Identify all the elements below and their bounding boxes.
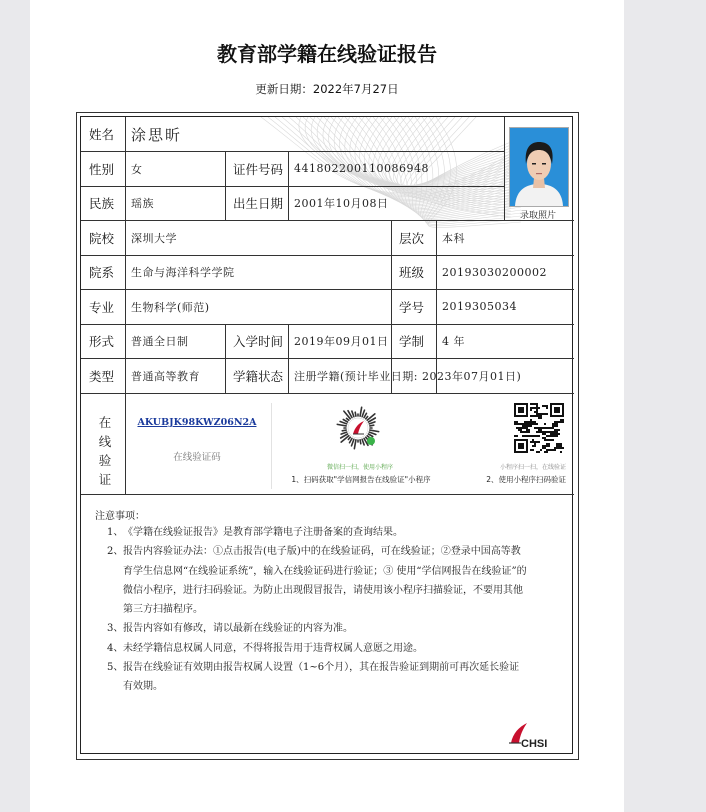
student-no-label: 学号 xyxy=(399,299,425,315)
qr-code-icon[interactable] xyxy=(514,403,564,453)
class-value: 20193030200002 xyxy=(442,265,547,279)
online-verify-label: 在线验证 xyxy=(98,415,112,487)
note-item: 1、 《学籍在线验证报告》是教育部学籍电子注册备案的查询结果。 xyxy=(107,527,403,538)
level-value: 本科 xyxy=(442,231,465,245)
note-item: 3、 报告内容如有修改，请以最新在线验证的内容为准。 xyxy=(107,623,353,635)
duration-label: 学制 xyxy=(399,334,425,349)
photo-caption: 录取照片 xyxy=(519,211,556,221)
ethnicity-value: 瑶族 xyxy=(131,197,154,210)
department-value: 生命与海洋科学学院 xyxy=(131,266,235,279)
report-page xyxy=(30,0,624,812)
name-label: 姓名 xyxy=(89,127,115,142)
note-item: 4、 未经学籍信息权属人同意，不得将报告用于违背权属人意愿之用途。 xyxy=(107,642,423,654)
report-title: 教育部学籍在线验证报告 xyxy=(217,42,437,66)
chsi-logo xyxy=(507,719,561,749)
update-date: 更新日期：2022年7月27日 xyxy=(255,82,399,96)
form-label: 形式 xyxy=(89,334,115,349)
ethnicity-label: 民族 xyxy=(89,196,115,211)
notes-title: 注意事项： xyxy=(95,511,145,522)
enroll-date-label: 入学时间 xyxy=(233,334,284,349)
note-item: 2、 报告内容验证办法：①点击报告(电子版)中的在线验证码，可在线验证；②登录中国高等教育学生信息网“在线验证系统”，输入在线验证码进行验证；③ 使用“学信网报告在线验证”的微信小程序，进行扫码验证。为防止出现假冒报告，请使用该小程序扫描验证，不要用其他第三方扫描程序。 xyxy=(107,546,527,616)
note-item: 5、 报告在线验证有效期由报告权属人设置（1~6个月），其在报告验证到期前可再次延长验证有效期。 xyxy=(107,662,520,693)
status-label: 学籍状态 xyxy=(233,368,284,384)
id-number-label: 证件号码 xyxy=(233,161,284,177)
birth-date-label: 出生日期 xyxy=(233,196,284,211)
birth-date-value: 2001年10月08日 xyxy=(294,197,389,210)
logo-text: CHSI xyxy=(521,738,548,749)
type-value: 普通高等教育 xyxy=(131,369,200,383)
portrait-image xyxy=(510,128,568,206)
mini-program-code-icon[interactable] xyxy=(333,403,383,453)
notes-list xyxy=(107,523,527,697)
verify-code-link[interactable]: AKUBJK98KWZ06N2A xyxy=(137,417,257,428)
verify-code-caption: 在线验证码 xyxy=(173,452,221,463)
report-table xyxy=(80,116,573,754)
enroll-date-value: 2019年09月01日 xyxy=(294,335,389,348)
id-number-value: 441802200110086948 xyxy=(294,162,429,175)
qr-step: 2、使用小程序扫码验证 xyxy=(486,475,566,484)
level-label: 层次 xyxy=(399,230,425,246)
status-value: 注册学籍(预计毕业日期: 2023年07月01日) xyxy=(294,369,522,383)
form-value: 普通全日制 xyxy=(131,335,189,348)
name-value: 涂思昕 xyxy=(131,125,183,144)
major-value: 生物科学(师范) xyxy=(131,300,210,314)
mini-program-step: 1、扫码获取"学信网报告在线验证"小程序 xyxy=(291,475,431,484)
type-label: 类型 xyxy=(89,368,115,384)
class-label: 班级 xyxy=(399,265,425,280)
student-no-value: 2019305034 xyxy=(442,300,517,313)
major-label: 专业 xyxy=(89,299,115,315)
gender-label: 性别 xyxy=(89,161,115,177)
qr-hint: 小程序扫一扫，在线验证 xyxy=(499,464,566,471)
mini-program-hint: 微信扫一扫，使用小程序 xyxy=(326,464,393,471)
school-label: 院校 xyxy=(89,230,115,246)
duration-value: 4 年 xyxy=(442,335,465,348)
student-photo xyxy=(509,127,569,207)
department-label: 院系 xyxy=(89,265,115,280)
verify-separator xyxy=(271,403,272,489)
gender-value: 女 xyxy=(131,162,143,176)
school-value: 深圳大学 xyxy=(131,231,177,245)
